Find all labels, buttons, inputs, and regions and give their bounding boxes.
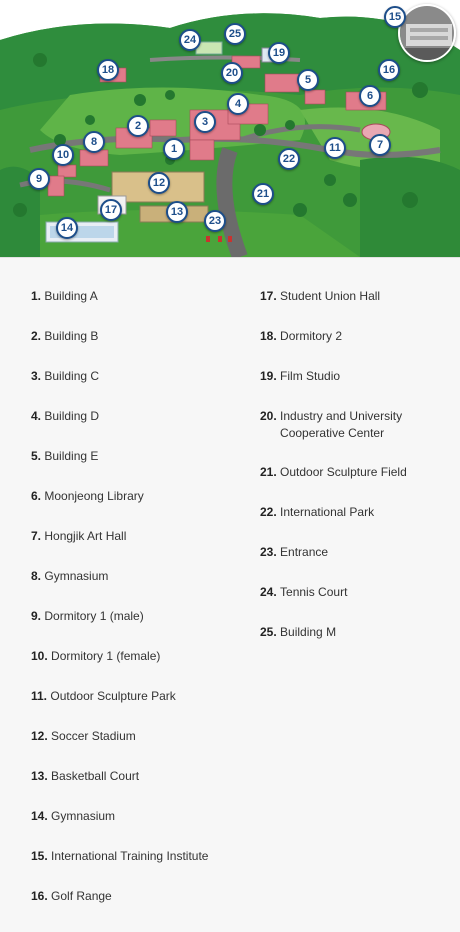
map-marker-18[interactable]: 18 bbox=[97, 59, 119, 81]
legend-item bbox=[31, 688, 231, 705]
legend-label: Gymnasium bbox=[44, 569, 109, 583]
legend-label: Building A bbox=[44, 289, 98, 303]
legend-label: Building D bbox=[44, 409, 100, 423]
legend-number: 16. bbox=[31, 889, 48, 903]
map-marker-8[interactable]: 8 bbox=[83, 131, 105, 153]
legend-item bbox=[31, 368, 231, 385]
map-marker-2[interactable]: 2 bbox=[127, 115, 149, 137]
legend-item bbox=[260, 328, 430, 345]
legend-number: 20. bbox=[260, 409, 277, 423]
legend-label: Building E bbox=[44, 449, 99, 463]
legend-item bbox=[31, 288, 231, 305]
map-marker-17[interactable]: 17 bbox=[100, 199, 122, 221]
legend-item bbox=[31, 528, 231, 545]
legend-item bbox=[31, 328, 231, 345]
map-marker-11[interactable]: 11 bbox=[324, 137, 346, 159]
map-marker-5[interactable]: 5 bbox=[297, 69, 319, 91]
map-marker-19[interactable]: 19 bbox=[268, 42, 290, 64]
map-marker-22[interactable]: 22 bbox=[278, 148, 300, 170]
international-training-institute-photo bbox=[398, 4, 456, 62]
legend-item bbox=[31, 408, 231, 425]
legend-number: 14. bbox=[31, 809, 48, 823]
legend-item bbox=[31, 568, 231, 585]
legend-label: Building B bbox=[44, 329, 99, 343]
legend-label: Building C bbox=[44, 369, 100, 383]
legend-label: International Park bbox=[280, 505, 375, 519]
legend-number: 12. bbox=[31, 729, 48, 743]
legend-label: Golf Range bbox=[51, 889, 112, 903]
legend-item bbox=[260, 464, 430, 481]
legend-item bbox=[31, 608, 231, 625]
map-marker-16[interactable]: 16 bbox=[378, 59, 400, 81]
legend-number: 17. bbox=[260, 289, 277, 303]
legend-number: 5. bbox=[31, 449, 42, 463]
legend-label: Entrance bbox=[280, 545, 329, 559]
legend-number: 15. bbox=[31, 849, 48, 863]
legend-label: Soccer Stadium bbox=[51, 729, 136, 743]
legend-item bbox=[260, 624, 430, 641]
legend-item bbox=[31, 728, 231, 745]
legend-item bbox=[31, 488, 231, 505]
map-marker-14[interactable]: 14 bbox=[56, 217, 78, 239]
legend-label: Hongjik Art Hall bbox=[44, 529, 127, 543]
legend-number: 2. bbox=[31, 329, 42, 343]
legend-number: 18. bbox=[260, 329, 277, 343]
campus-map bbox=[0, 0, 460, 257]
legend-number: 9. bbox=[31, 609, 42, 623]
map-marker-24[interactable]: 24 bbox=[179, 29, 201, 51]
map-marker-4[interactable]: 4 bbox=[227, 93, 249, 115]
legend-label: Dormitory 1 (female) bbox=[51, 649, 161, 663]
legend-item bbox=[260, 368, 430, 385]
legend-number: 23. bbox=[260, 545, 277, 559]
legend-label: Student Union Hall bbox=[280, 289, 381, 303]
legend-number: 25. bbox=[260, 625, 277, 639]
legend-item bbox=[31, 848, 231, 865]
legend-number: 13. bbox=[31, 769, 48, 783]
map-marker-25[interactable]: 25 bbox=[224, 23, 246, 45]
legend-item bbox=[31, 448, 231, 465]
legend-label: Industry and University Cooperative Center bbox=[280, 409, 403, 440]
legend-number: 1. bbox=[31, 289, 42, 303]
map-marker-21[interactable]: 21 bbox=[252, 183, 274, 205]
legend-label: Film Studio bbox=[280, 369, 341, 383]
map-legend bbox=[0, 257, 460, 932]
legend-number: 7. bbox=[31, 529, 42, 543]
map-marker-15[interactable]: 15 bbox=[384, 6, 406, 28]
map-marker-1[interactable]: 1 bbox=[163, 138, 185, 160]
legend-label: Outdoor Sculpture Field bbox=[280, 465, 407, 479]
legend-number: 19. bbox=[260, 369, 277, 383]
map-marker-7[interactable]: 7 bbox=[369, 134, 391, 156]
legend-item bbox=[260, 504, 430, 521]
legend-label: Building M bbox=[280, 625, 337, 639]
legend-item bbox=[31, 888, 231, 905]
legend-number: 22. bbox=[260, 505, 277, 519]
legend-label: Dormitory 2 bbox=[280, 329, 343, 343]
legend-item bbox=[260, 584, 430, 601]
legend-number: 8. bbox=[31, 569, 42, 583]
map-marker-9[interactable]: 9 bbox=[28, 168, 50, 190]
legend-item bbox=[31, 808, 231, 825]
legend-label: Basketball Court bbox=[51, 769, 140, 783]
legend-item bbox=[260, 288, 430, 305]
legend-item bbox=[260, 544, 430, 561]
legend-label: Moonjeong Library bbox=[44, 489, 144, 503]
legend-number: 4. bbox=[31, 409, 42, 423]
legend-number: 10. bbox=[31, 649, 48, 663]
legend-label: Tennis Court bbox=[280, 585, 348, 599]
legend-item bbox=[31, 648, 231, 665]
legend-item bbox=[31, 768, 231, 785]
map-marker-10[interactable]: 10 bbox=[52, 144, 74, 166]
legend-number: 6. bbox=[31, 489, 42, 503]
map-marker-6[interactable]: 6 bbox=[359, 85, 381, 107]
legend-item bbox=[260, 408, 430, 442]
map-marker-12[interactable]: 12 bbox=[148, 172, 170, 194]
legend-label: International Training Institute bbox=[51, 849, 209, 863]
legend-label: Dormitory 1 (male) bbox=[44, 609, 144, 623]
map-marker-23[interactable]: 23 bbox=[204, 210, 226, 232]
legend-number: 21. bbox=[260, 465, 277, 479]
legend-label: Gymnasium bbox=[51, 809, 116, 823]
legend-number: 11. bbox=[31, 689, 48, 703]
map-marker-20[interactable]: 20 bbox=[221, 62, 243, 84]
legend-number: 24. bbox=[260, 585, 277, 599]
legend-number: 3. bbox=[31, 369, 42, 383]
map-marker-13[interactable]: 13 bbox=[166, 201, 188, 223]
map-marker-3[interactable]: 3 bbox=[194, 111, 216, 133]
legend-label: Outdoor Sculpture Park bbox=[50, 689, 176, 703]
